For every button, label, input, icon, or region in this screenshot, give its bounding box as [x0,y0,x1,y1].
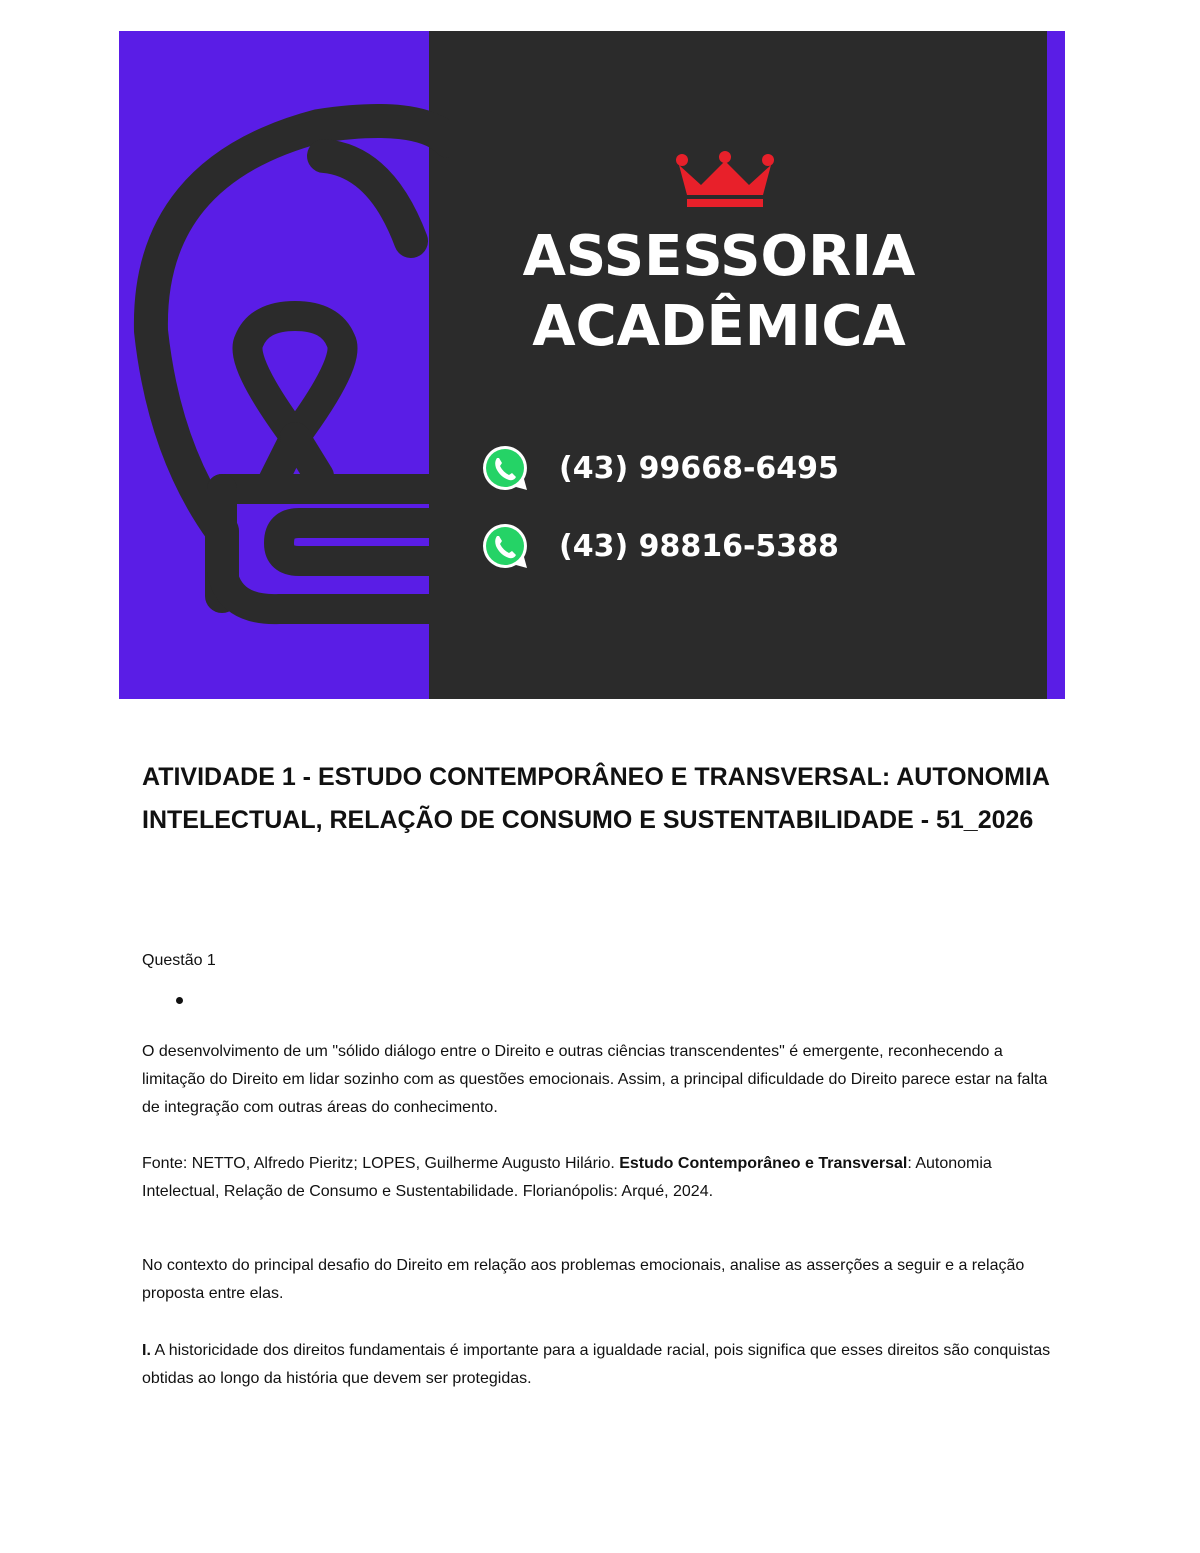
phone-number-1: (43) 99668-6495 [559,450,839,486]
phone-contact-1 [479,441,839,495]
question-context-paragraph: O desenvolvimento de um "sólido diálogo entre o Direito e outras ciências transcendentes" é emergente, reconhecendo a limitação do Direito em lidar sozinho com as questões emocionais. Assim, a principal dificuldade do Direito parece estar na falta de integração com outras áreas do conhecimento. [142,1043,1048,1116]
banner-dark-panel [429,31,1047,699]
whatsapp-icon [479,520,531,572]
whatsapp-icon [479,442,531,494]
lightbulb-icon [119,31,449,699]
assertion-1 [142,1337,1067,1393]
brand-name-line2: ACADÊMICA [532,294,906,359]
bullet-point [176,997,183,1004]
brand-name-line1: ASSESSORIA [522,224,916,289]
question-label: Questão 1 [142,952,216,969]
source-suffix: : Autonomia Intelectual, Relação de Consumo e Sustentabilidade. Florianópolis: Arqué, 2024. [142,1155,992,1200]
document-title: ATIVIDADE 1 - ESTUDO CONTEMPORÂNEO E TRANSVERSAL: AUTONOMIA INTELECTUAL, RELAÇÃO DE CONSUMO E SUSTENTABILIDADE - 51_2026 [142,763,1049,834]
assertion-1-text: A historicidade dos direitos fundamentais é importante para a igualdade racial, pois significa que esses direitos são conquistas obtidas ao longo da história que devem ser protegidas. [142,1342,1051,1387]
source-book-title: Estudo Contemporâneo e Transversal [619,1155,908,1172]
assertion-1-label: I. [142,1342,151,1359]
source-prefix: Fonte: NETTO, Alfredo Pieritz; LOPES, Guilherme Augusto Hilário. [142,1155,620,1172]
phone-contact-2 [479,519,839,573]
question-instruction: No contexto do principal desafio do Direito em relação aos problemas emocionais, analise as asserções a seguir e a relação proposta entre elas. [142,1257,1025,1302]
banner-image [119,31,1065,699]
crown-icon [675,151,775,211]
phone-number-2: (43) 98816-5388 [559,528,839,564]
source-citation [142,1150,1067,1206]
